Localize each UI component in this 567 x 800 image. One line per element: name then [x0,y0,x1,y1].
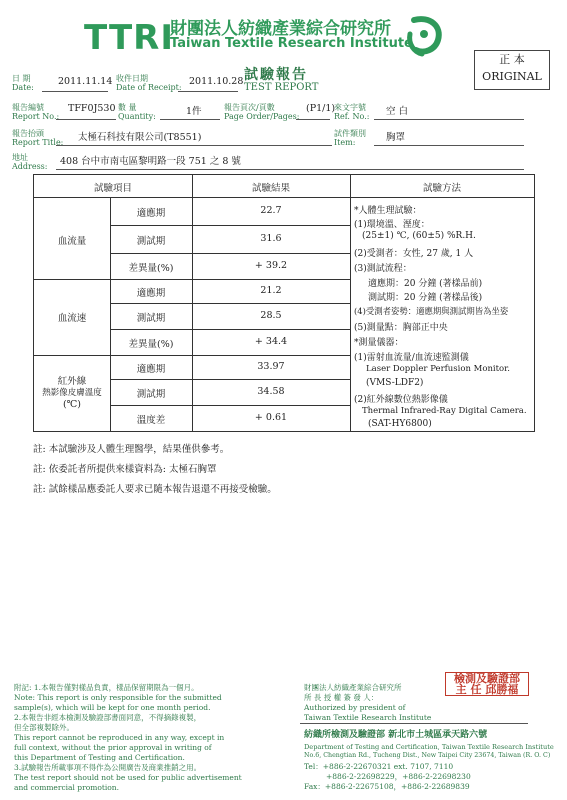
method-line: 適應期：20 分鐘 (著樣品前) [368,279,483,289]
method-line: (1)雷射血流量/血流速監測儀 [354,353,469,363]
original-en: ORIGINAL [482,70,542,83]
footer-note-line: 但全部複製除外。 [14,723,74,732]
address-label-zh: 地址 [12,153,28,162]
date-label-en: Date: [12,83,34,92]
row-value: 33.97 [257,361,285,372]
row-label: 差異量(%) [128,339,174,350]
note-3: 註: 試餘樣品應委託人要求已隨本報告退還不再接受檢驗。 [33,484,277,495]
receipt-label-en: Date of Receipt: [116,83,182,92]
ref-label-zh: 來文字號 [334,103,366,112]
method-line: (25±1) ℃, (60±5) %R.H. [362,231,476,241]
report-title-zh: 試驗報告 [244,67,308,83]
method-line: Laser Doppler Perfusion Monitor. [366,364,511,374]
method-line: (1)環境溫、溼度： [354,220,430,230]
note-2: 註: 依委託者所提供來樣資料為: 太極石胸罩 [33,464,217,475]
method-line: *測量儀器： [354,338,404,348]
dept-line: 紡織所檢測及驗證部 新北市土城區承天路六號 [304,730,488,740]
receipt-value: 2011.10.28 [189,76,244,87]
address-label-en: Address: [12,162,48,171]
org-name-en: Taiwan Textile Research Institute [170,36,413,51]
report-title-value: 太極石科技有限公司(T8551) [78,132,202,143]
original-stamp-box [474,50,550,90]
dept-line: Fax：+886-2-22675108，+886-2-22689839 [304,782,470,791]
footer-note-line: sample(s), which will be kept for one month period. [14,703,211,712]
method-line: 測試期：20 分鐘 (著樣品後) [368,293,483,303]
quantity-label-en: Quantity: [118,112,156,121]
header-test-result: 試驗結果 [251,183,290,194]
dept-line: Department of Testing and Certification, Taiwan Textile Research Institute [304,743,554,751]
footer-note-line: 3.試驗報告所載事項不得作為公開廣告及商業推銷之用。 [14,763,202,772]
original-zh: 正 本 [499,53,525,66]
row-value: 28.5 [260,310,282,321]
group-name-ir-temp: (℃) [62,399,82,410]
quantity-value: 1件 [186,106,202,117]
row-label: 溫度差 [136,415,166,426]
auth-line: Authorized by president of [304,703,406,712]
date-value: 2011.11.14 [58,76,113,87]
note-1: 註: 本試驗涉及人體生理醫學，結果僅供參考。 [33,444,230,455]
date-label-zh: 日 期 [12,74,31,83]
report-no-value: TFF0J530 [68,103,116,114]
footer-note-line: 2.本報告非經本檢測及驗證部書面同意，不得摘錄複製， [14,713,202,722]
page-label-en: Page Order/Pages: [224,112,300,121]
results-table [33,174,535,432]
row-label: 適應期 [136,208,166,219]
footer-note-line: Note: This report is only responsible for the submitted [14,693,222,702]
row-value: + 0.61 [254,412,288,423]
footer-note-line: full context, without the prior approval in writing of [14,743,212,752]
stamp-director: 主 任 邱勝福 [455,683,519,696]
method-line: (4)受測者姿勢：適應期與測試期皆為坐姿 [354,306,509,316]
address-value: 408 台中市南屯區黎明路一段 751 之 8 號 [60,156,241,167]
report-title-en: TEST REPORT [244,82,319,93]
method-line: (2)紅外線數位熱影像儀 [354,395,448,405]
report-no-label-zh: 報告編號 [12,103,44,112]
dept-line: Tel：+886-2-22670321 ext. 7107, 7110 [304,762,454,771]
row-label: 適應期 [136,364,166,375]
item-label-en: Item: [334,138,356,147]
page-value: (P1/1) [306,103,336,114]
org-name-zh: 財團法人紡織產業綜合研究所 [170,19,391,39]
ttri-logo-text: TTRI [84,18,174,58]
item-value: 胸罩 [386,132,406,143]
ref-label-en: Ref. No.: [334,112,370,121]
auth-line: 財團法人紡織產業綜合研究所 [304,683,402,692]
method-line: (2)受測者：女性, 27 歲, 1 人 [354,249,474,259]
row-value: 31.6 [260,233,282,244]
dept-line: +886-2-22698229，+886-2-22698230 [326,772,471,781]
footer-note-line: and commercial promotion. [14,783,119,792]
ref-value: 空 白 [386,106,409,117]
row-value: 34.58 [257,386,285,397]
row-label: 適應期 [136,288,166,299]
footer-note-line: 附記: 1.本報告僅對樣品負責，樣品保留期限為一個月。 [14,683,199,692]
dept-line: No.6, Chengtian Rd., Tucheng Dist., New Taipei City 23674, Taiwan (R. O. C) [304,752,551,759]
report-title-label-zh: 報告抬頭 [12,129,44,138]
method-line: *人體生理試驗： [354,206,422,216]
receipt-label-zh: 收件日期 [116,74,148,83]
row-value: 22.7 [260,205,282,216]
row-label: 測試期 [136,236,166,247]
header-test-method: 試驗方法 [422,183,461,194]
method-line: (5)測量點：胸部正中央 [354,323,448,333]
group-name-blood-flow: 血流量 [57,236,87,247]
ttri-emblem-icon [400,12,446,58]
header-test-item: 試驗項目 [93,183,132,194]
page-label-zh: 報告頁次/頁數 [224,103,275,112]
row-label: 測試期 [136,389,166,400]
item-label-zh: 試件類別 [334,129,366,138]
stamp-dept: 檢測及驗證部 [454,672,520,685]
footer-note-line: The test report should not be used for public advertisement [14,773,242,782]
report-no-label-en: Report No.: [12,112,60,121]
row-value: 21.2 [260,285,282,296]
method-line: (3)測試流程： [354,264,412,274]
quantity-label-zh: 數 量 [118,103,137,112]
row-value: + 34.4 [254,336,288,347]
report-title-label-en: Report Title: [12,138,64,147]
group-name-ir-temp: 熱影像皮膚溫度 [42,388,102,398]
group-name-blood-speed: 血流速 [57,313,87,324]
row-value: + 39.2 [254,260,288,271]
method-line: (VMS-LDF2) [366,378,424,388]
group-name-ir-temp: 紅外線 [57,376,87,387]
row-label: 差異量(%) [128,263,174,274]
auth-line: Taiwan Textile Research Institute [304,713,432,722]
row-label: 測試期 [136,313,166,324]
auth-line: 所 長 授 權 簽 發 人： [304,693,379,702]
footer-note-line: this Department of Testing and Certification. [14,753,185,762]
footer-note-line: This report cannot be reproduced in any way, except in [14,733,225,742]
method-line: Thermal Infrared-Ray Digital Camera. [362,406,527,416]
signature-stamp [445,672,529,696]
method-line: (SAT-HY6800) [368,419,432,429]
